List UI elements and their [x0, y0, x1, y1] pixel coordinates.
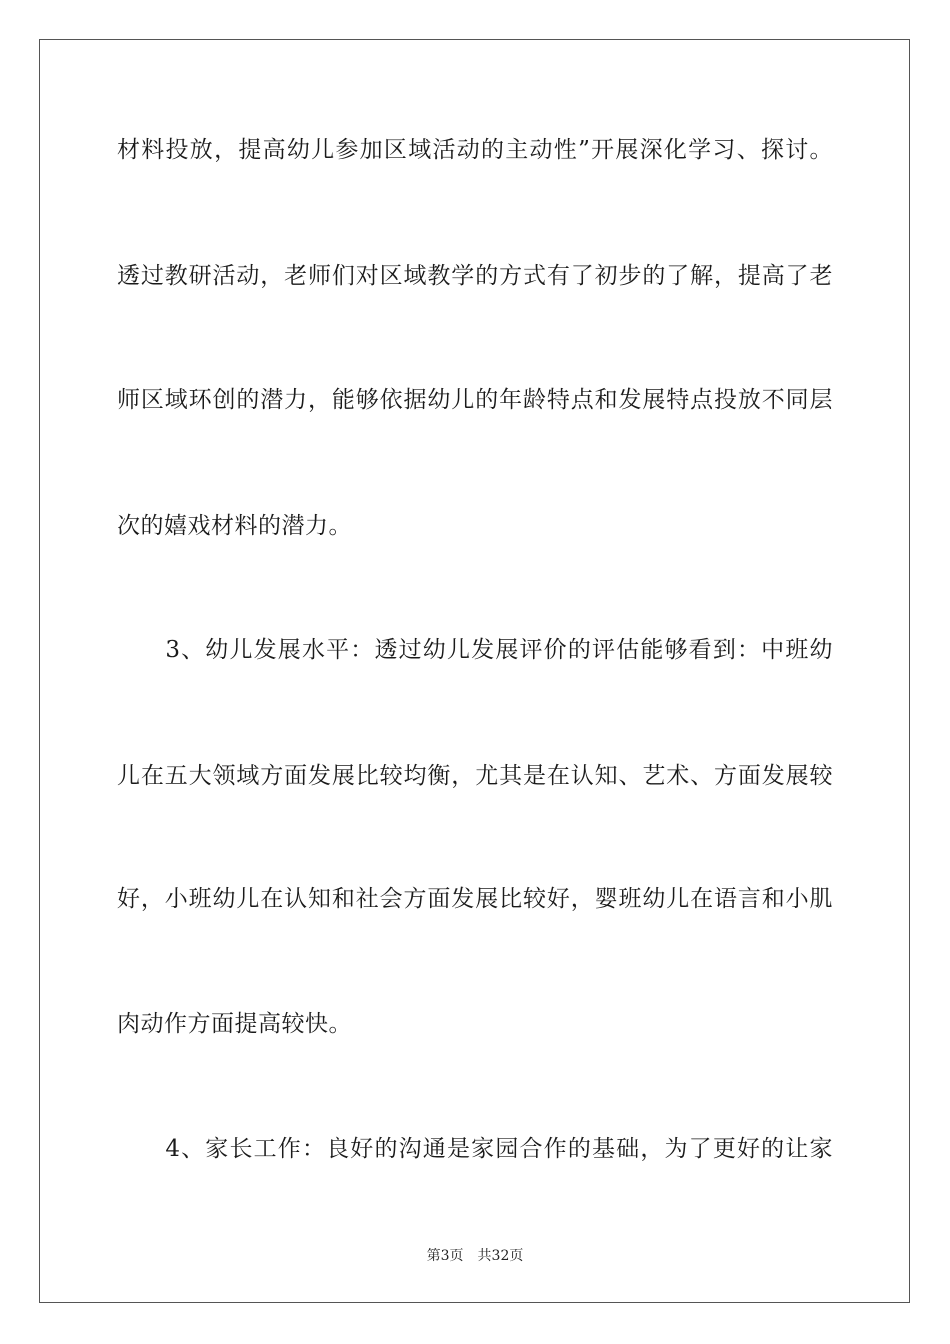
- text-line: 次的嬉戏材料的潜力。: [117, 513, 352, 539]
- page-footer: [0, 1247, 950, 1265]
- text-line: 师区域环创的潜力，能够依据幼儿的年龄特点和发展特点投放不同层: [117, 387, 833, 413]
- text-line: 肉动作方面提高较快。: [117, 1011, 352, 1037]
- text-line: 好，小班幼儿在认知和社会方面发展比较好，婴班幼儿在语言和小肌: [117, 886, 833, 912]
- text-line: 材料投放，提高幼儿参加区域活动的主动性”开展深化学习、探讨。: [117, 137, 833, 163]
- paragraph-4-line: 4、家长工作：良好的沟通是家园合作的基础，为了更好的让家: [117, 1136, 833, 1162]
- text-line: 儿在五大领域方面发展比较均衡，尤其是在认知、艺术、方面发展较: [117, 763, 833, 789]
- text-line: 透过教研活动，老师们对区域教学的方式有了初步的了解，提高了老: [117, 263, 833, 289]
- page-border: [39, 39, 910, 1303]
- paragraph-3-line: 3、幼儿发展水平：透过幼儿发展评价的评估能够看到：中班幼: [117, 637, 833, 663]
- total-pages: 共32页: [477, 1248, 524, 1264]
- page-number: 第3页: [426, 1248, 464, 1264]
